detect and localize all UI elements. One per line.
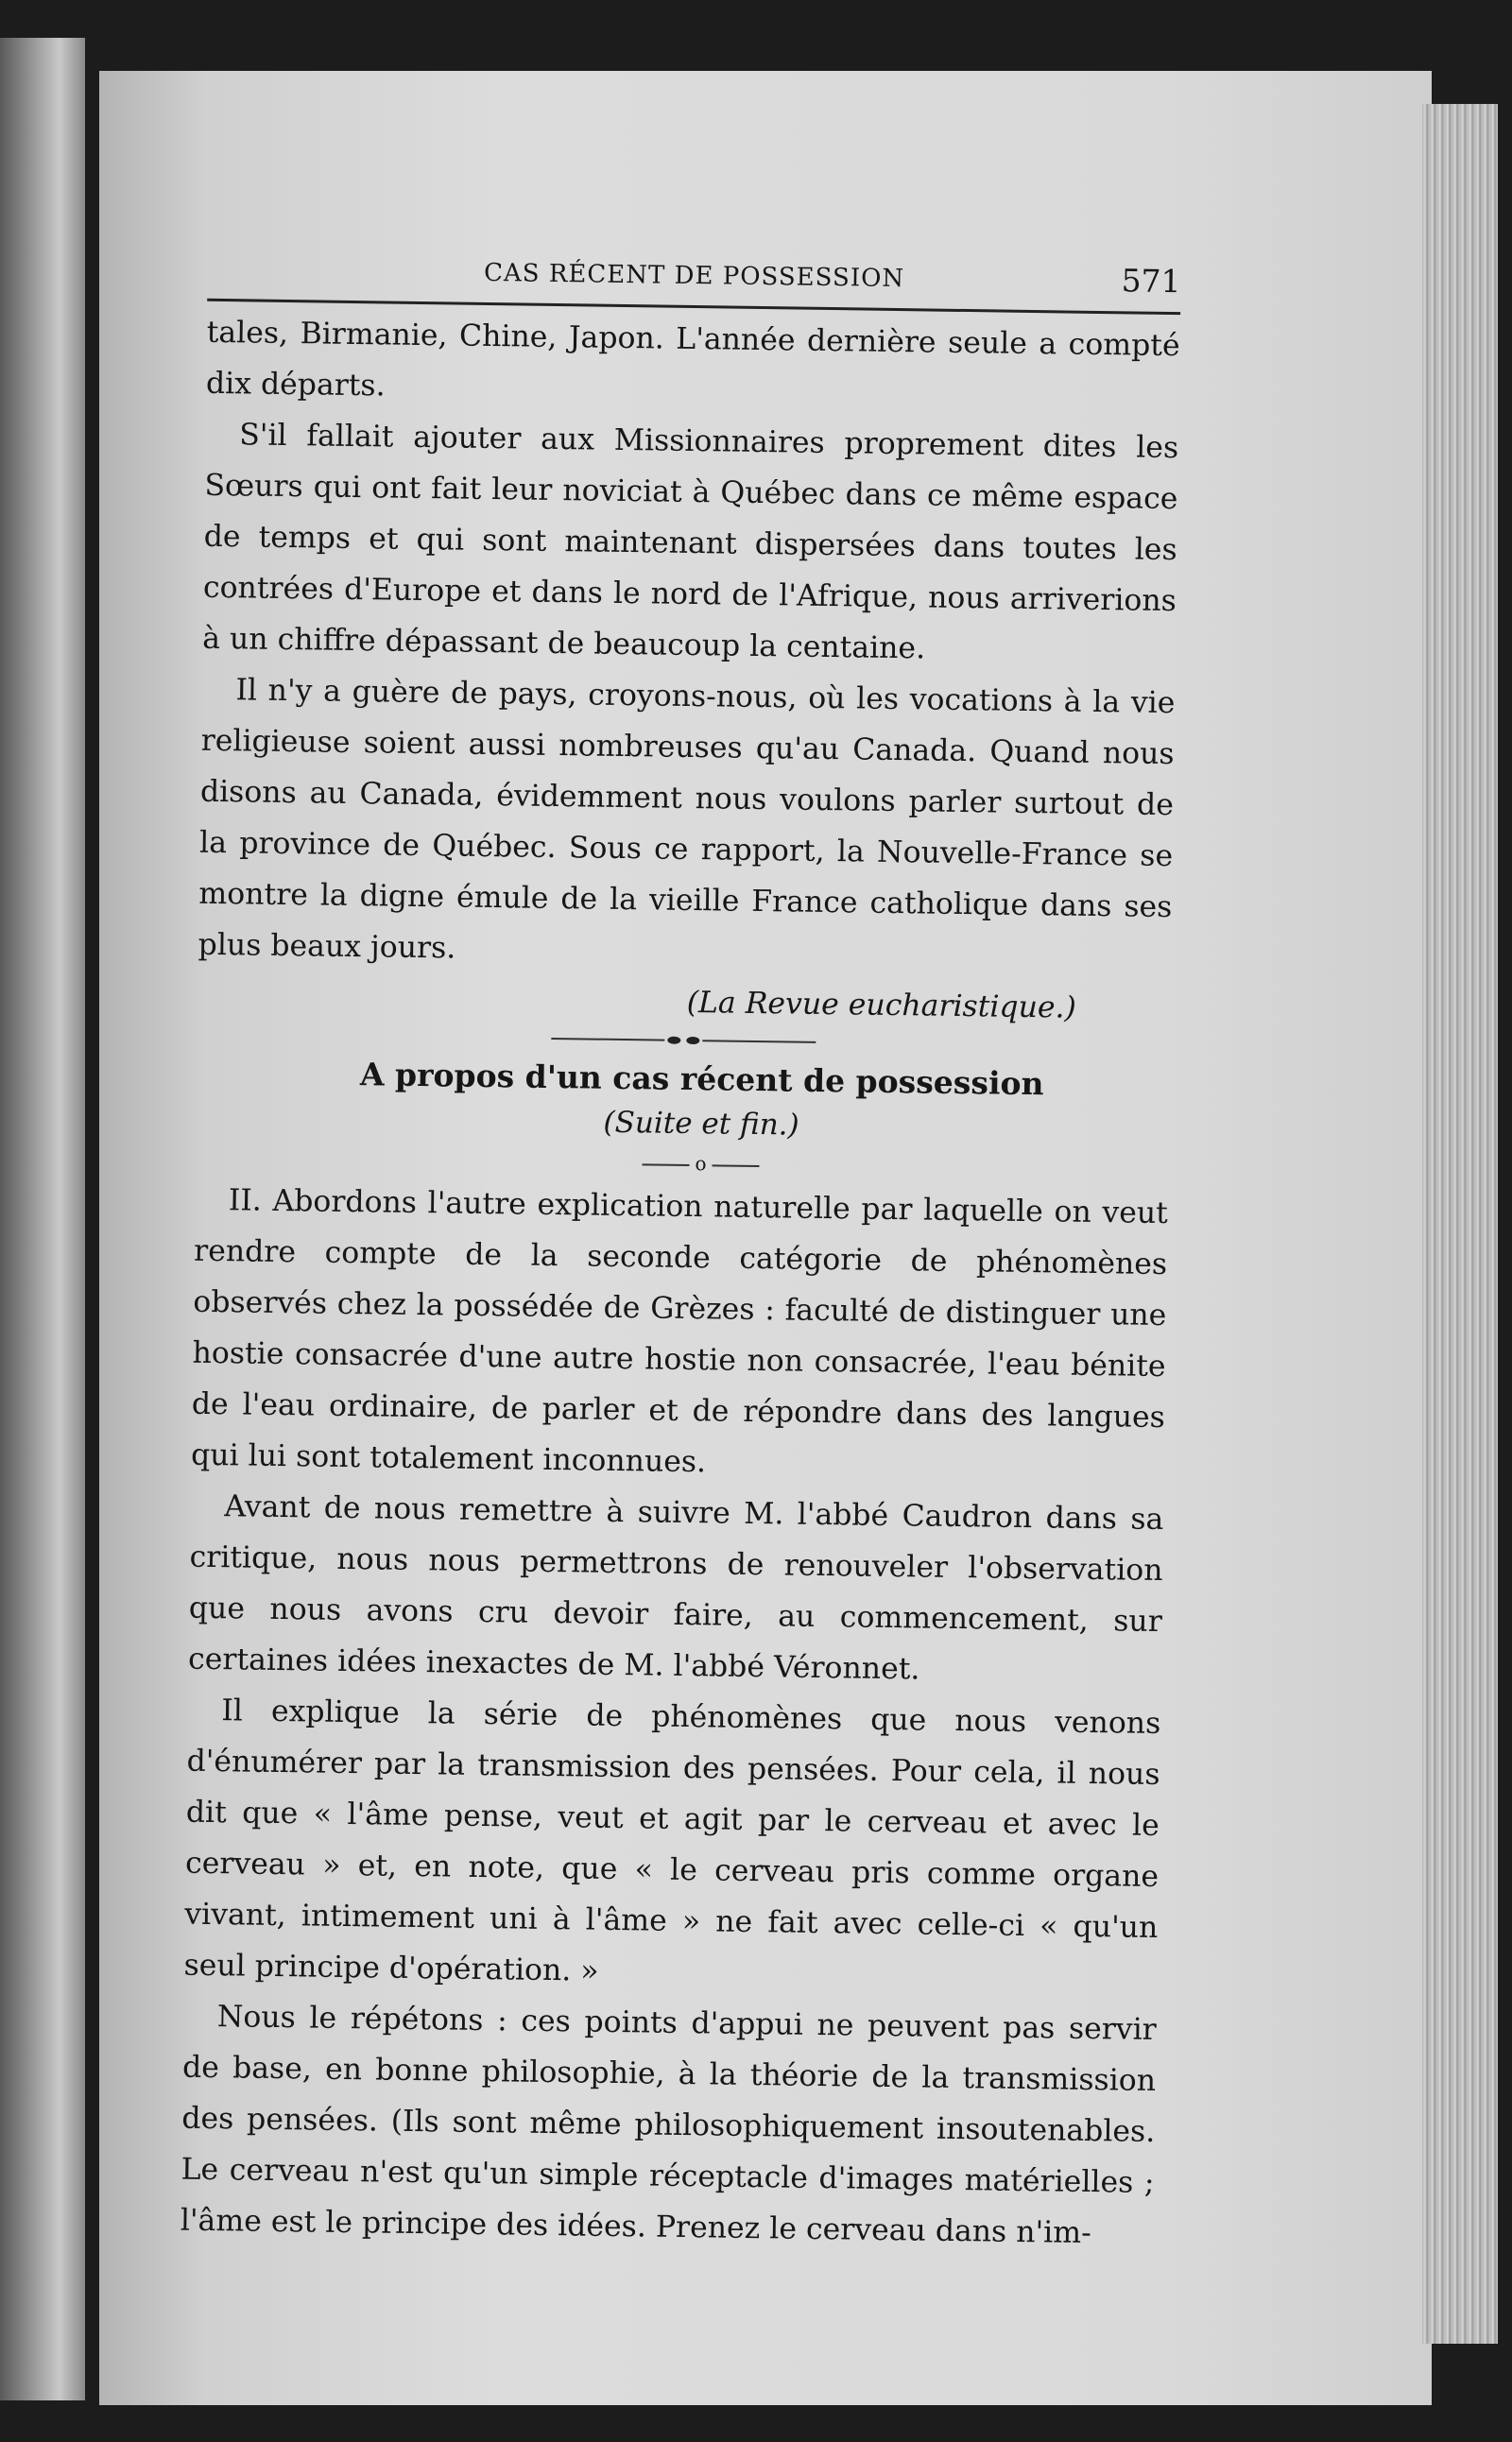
- running-title: CAS RÉCENT DE POSSESSION: [483, 258, 905, 294]
- paragraph-2: S'il fallait ajouter aux Missionnaires proprement dites les Sœurs qui ont fait leur noviciat à Québec dans ce même espace de temps et qui sont maintenant dispersées dans toutes les contrées d'Europe et dans le nord de l'Afrique, nous arriverions à un chiffre dépassant de beaucoup la centaine.: [201, 418, 1179, 666]
- paragraph-6: Il explique la série de phénomènes que nous venons d'énumérer par la transmission des pensées. Pour cela, il nous dit que « l'âme pense, veut et agit par le cerveau et avec le cerveau » et, en note, que « le cerveau pris comme organe vivant, intimement uni à l'âme » ne fait avec celle-ci « qu'un seul principe d'opération. »: [183, 1694, 1161, 1988]
- paragraph-3: Il n'y a guère de pays, croyons-nous, où les vocations à la vie religieuse soient aussi nombreuses qu'au Canada. Quand nous disons au Canada, évidemment nous voulons parler surtout de la province de Québec. Sous ce rapport, la Nouvelle-France se montre la digne émule de la vieille France catholique dans ses plus beaux jours.: [198, 673, 1176, 966]
- running-head: [207, 244, 1181, 315]
- paragraph-4: II. Abordons l'autre explication naturelle par laquelle on veut rendre compte de la seconde catégorie de phénomènes observés chez la possédée de Grèzes : faculté de distinguer une hostie consacrée d'une autre hostie non consacrée, l'eau bénite de l'eau ordinaire, de parler et de répondre dans des langues qui lui sont totalement inconnues.: [190, 1183, 1169, 1480]
- page-content: [180, 244, 1180, 2260]
- separator-mark: o: [695, 1152, 707, 1176]
- source-citation: (La Revue eucharistique.): [686, 985, 1077, 1025]
- paragraph-5: Avant de nous remettre à suivre M. l'abbé Caudron dans sa critique, nous nous permettrons de renouveler l'observation que nous avons cru devoir faire, au commencement, sur certaines idées inexactes de M. l'abbé Véronnet.: [187, 1489, 1164, 1687]
- page-stack-edges: [1422, 104, 1498, 2344]
- page-number: 571: [1121, 262, 1181, 301]
- paragraph-7: Nous le répétons : ces points d'appui ne peuvent pas servir de base, en bonne philosophie, à la théorie de la transmission des pensées. (Ils sont même philosophiquement insoutenables. Le cerveau n'est qu'un simple réceptacle d'images matérielles ; l'âme est le principe des idées. Prenez le cerveau dans n'im-: [180, 2000, 1158, 2251]
- paragraph-1: tales, Birmanie, Chine, Japon. L'année dernière seule a compté dix départs.: [205, 315, 1180, 404]
- article-title: A propos d'un cas récent de possession: [359, 1056, 1044, 1103]
- article-subtitle: (Suite et fin.): [603, 1105, 799, 1143]
- left-page-edge: [0, 38, 85, 2400]
